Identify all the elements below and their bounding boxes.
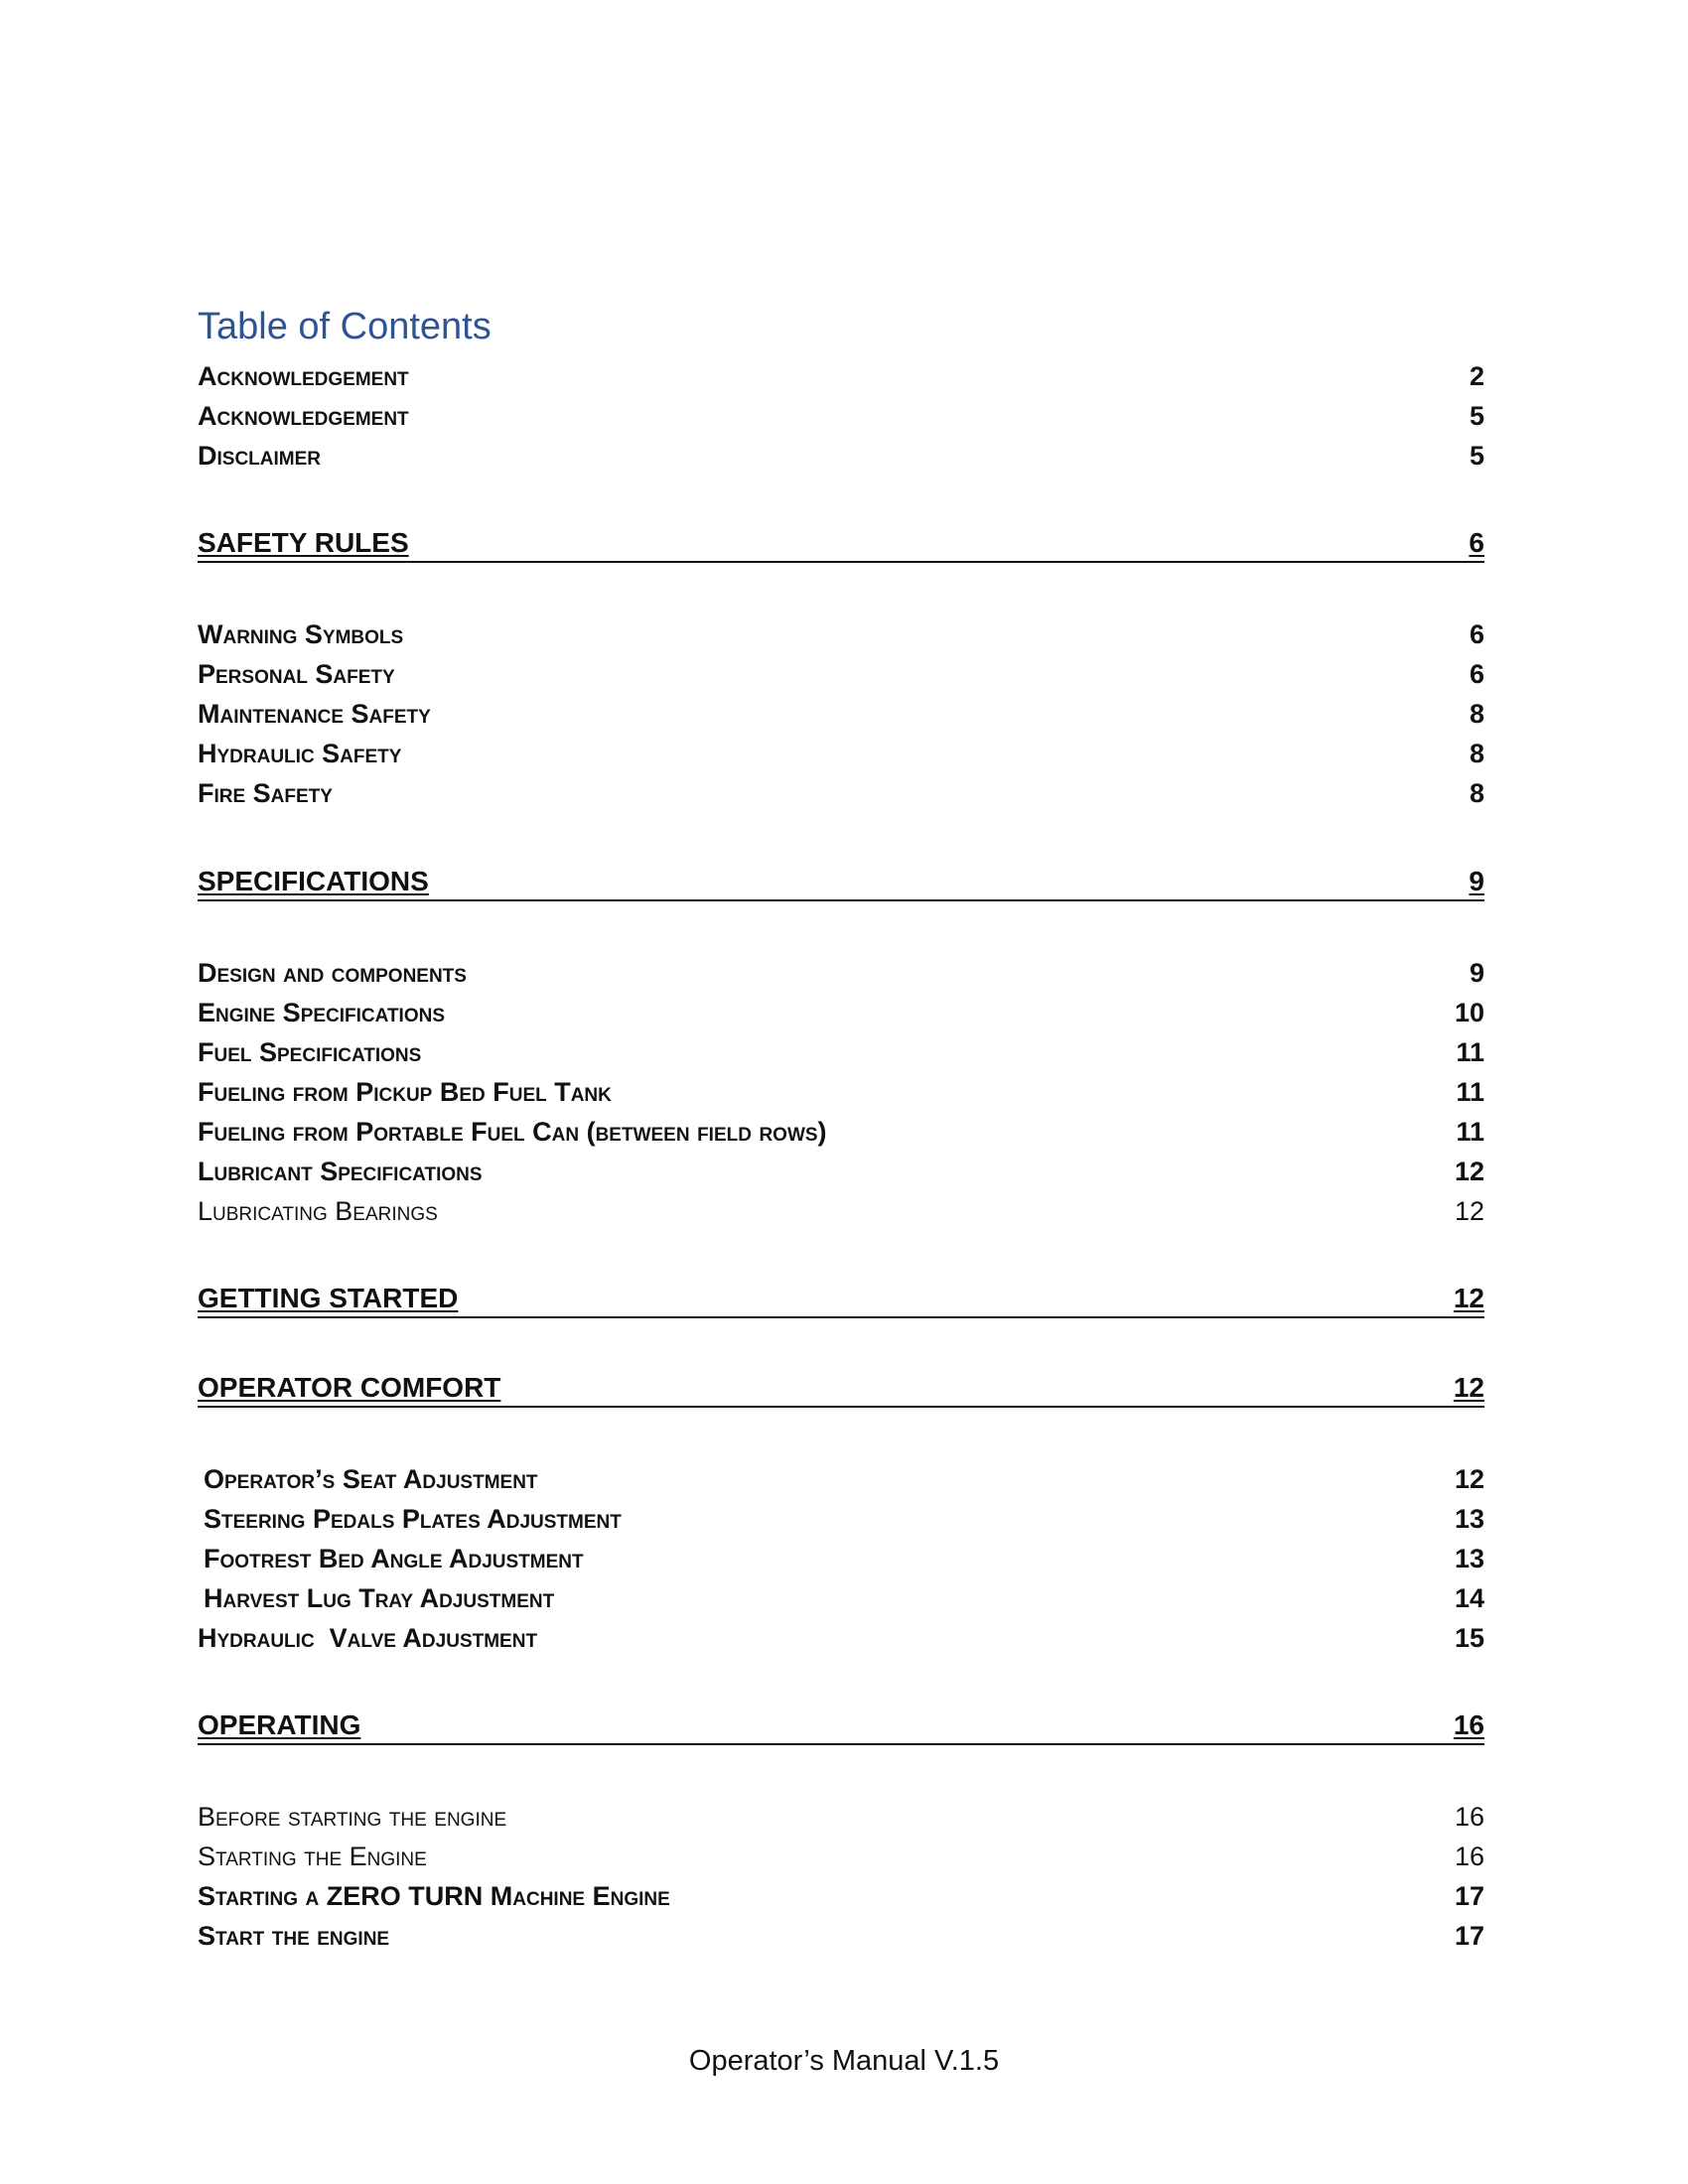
toc-entry[interactable] bbox=[198, 1108, 1484, 1148]
toc-entry-label: Lubricating Bearings bbox=[198, 1196, 438, 1226]
toc-entry-page: 16 bbox=[1454, 1802, 1484, 1832]
toc-section-safety-rules[interactable] bbox=[198, 521, 1484, 563]
toc-entry-label: Harvest Lug Tray Adjustment bbox=[204, 1583, 555, 1613]
section-title: SPECIFICATIONS bbox=[198, 866, 429, 896]
toc-entry-label: Steering Pedals Plates Adjustment bbox=[204, 1504, 622, 1534]
toc-section-operator-comfort[interactable] bbox=[198, 1366, 1484, 1408]
toc-entry[interactable] bbox=[198, 1793, 1484, 1833]
toc-entry[interactable] bbox=[198, 352, 1484, 392]
section-page: 12 bbox=[1453, 1372, 1484, 1403]
toc-entry-page: 12 bbox=[1454, 1157, 1484, 1186]
toc-entry-page: 17 bbox=[1454, 1921, 1484, 1951]
toc-entry[interactable] bbox=[198, 611, 1484, 650]
toc-entry-label: Engine Specifications bbox=[198, 998, 446, 1027]
toc-entry-page: 8 bbox=[1469, 699, 1484, 729]
toc-entry-page: 13 bbox=[1454, 1544, 1484, 1573]
section-title: OPERATOR COMFORT bbox=[198, 1372, 501, 1403]
toc-entry-label: Lubricant Specifications bbox=[198, 1157, 483, 1186]
page-footer: Operator’s Manual V.1.5 bbox=[688, 2045, 1000, 2077]
toc-entry-label: Hydraulic Valve Adjustment bbox=[198, 1623, 538, 1653]
toc-entry-label: Fueling from Pickup Bed Fuel Tank bbox=[198, 1077, 612, 1107]
toc-entry[interactable] bbox=[198, 1574, 1484, 1614]
toc-entry[interactable] bbox=[198, 1148, 1484, 1187]
toc-entry[interactable] bbox=[198, 1833, 1484, 1872]
toc-entry-label: Personal Safety bbox=[198, 659, 395, 689]
toc-entry-label: Footrest Bed Angle Adjustment bbox=[204, 1544, 584, 1573]
toc-entry-page: 9 bbox=[1469, 958, 1484, 988]
toc-entry-label: Disclaimer bbox=[198, 441, 321, 471]
toc-entry[interactable] bbox=[198, 650, 1484, 690]
toc-entry[interactable] bbox=[198, 989, 1484, 1028]
toc-entry-label: Acknowledgement bbox=[198, 361, 409, 391]
toc-title: Table of Contents bbox=[198, 306, 492, 347]
toc-entry-page: 5 bbox=[1469, 441, 1484, 471]
toc-entry-page: 12 bbox=[1454, 1464, 1484, 1494]
toc-entry-page: 6 bbox=[1469, 619, 1484, 649]
section-page: 6 bbox=[1469, 527, 1484, 558]
toc-entry[interactable] bbox=[198, 1535, 1484, 1574]
toc-entry[interactable] bbox=[198, 392, 1484, 432]
section-title: GETTING STARTED bbox=[198, 1283, 459, 1313]
toc-entry-label: Acknowledgement bbox=[198, 401, 409, 431]
toc-entry-page: 11 bbox=[1456, 1077, 1484, 1107]
toc-entry-label: Fuel Specifications bbox=[198, 1037, 422, 1067]
toc-entry-label: Maintenance Safety bbox=[198, 699, 431, 729]
section-title: OPERATING bbox=[198, 1709, 361, 1740]
toc-entry-label: Before starting the engine bbox=[198, 1802, 507, 1832]
toc-entry-page: 15 bbox=[1454, 1623, 1484, 1653]
toc-entry[interactable] bbox=[198, 1187, 1484, 1227]
toc-entry-page: 2 bbox=[1469, 361, 1484, 391]
toc-entry-label: Hydraulic Safety bbox=[198, 739, 402, 768]
toc-entry-page: 16 bbox=[1454, 1842, 1484, 1871]
toc-entry-page: 13 bbox=[1454, 1504, 1484, 1534]
toc-entry[interactable] bbox=[198, 1028, 1484, 1068]
section-title: SAFETY RULES bbox=[198, 527, 409, 558]
toc-entry[interactable] bbox=[198, 769, 1484, 809]
toc-entry-page: 12 bbox=[1454, 1196, 1484, 1226]
toc-entry-page: 14 bbox=[1454, 1583, 1484, 1613]
toc-entry-label: Fire Safety bbox=[198, 778, 333, 808]
toc-entry-page: 17 bbox=[1454, 1881, 1484, 1911]
toc-entry-page: 8 bbox=[1469, 739, 1484, 768]
toc-entry-page: 8 bbox=[1469, 778, 1484, 808]
toc-entry[interactable] bbox=[198, 1455, 1484, 1495]
section-page: 9 bbox=[1469, 866, 1484, 896]
toc-entry-page: 11 bbox=[1456, 1037, 1484, 1067]
toc-entry[interactable] bbox=[198, 730, 1484, 769]
toc-section-getting-started[interactable] bbox=[198, 1277, 1484, 1318]
toc-entry-label-part: Machine Engine bbox=[483, 1881, 670, 1911]
toc-entry[interactable] bbox=[198, 1872, 1484, 1912]
toc-entry-label-part: Starting a bbox=[198, 1881, 327, 1911]
toc-entry-page: 6 bbox=[1469, 659, 1484, 689]
toc-entry-label-emphasis: ZERO TURN bbox=[326, 1881, 484, 1911]
section-page: 16 bbox=[1453, 1709, 1484, 1740]
toc-entry-label: Operator’s Seat Adjustment bbox=[204, 1464, 538, 1494]
toc-entry-label: Start the engine bbox=[198, 1921, 390, 1951]
section-page: 12 bbox=[1453, 1283, 1484, 1313]
toc-entry[interactable] bbox=[198, 432, 1484, 472]
toc-entry-page: 11 bbox=[1456, 1117, 1484, 1147]
toc-entry[interactable] bbox=[198, 1495, 1484, 1535]
toc-entry-page: 5 bbox=[1469, 401, 1484, 431]
toc-entry[interactable] bbox=[198, 1614, 1484, 1654]
toc-entry-label: Design and components bbox=[198, 958, 467, 988]
toc-section-operating[interactable] bbox=[198, 1704, 1484, 1745]
toc-entry[interactable] bbox=[198, 690, 1484, 730]
toc-entry[interactable] bbox=[198, 949, 1484, 989]
toc-entry[interactable] bbox=[198, 1068, 1484, 1108]
toc-entry[interactable] bbox=[198, 1912, 1484, 1952]
toc-entry-page: 10 bbox=[1454, 998, 1484, 1027]
toc-entry-label: Warning Symbols bbox=[198, 619, 404, 649]
toc-entry-label bbox=[198, 1881, 670, 1912]
toc-entry-label: Fueling from Portable Fuel Can (between field rows) bbox=[198, 1117, 827, 1147]
toc-section-specifications[interactable] bbox=[198, 860, 1484, 901]
toc-entry-label: Starting the Engine bbox=[198, 1842, 427, 1871]
